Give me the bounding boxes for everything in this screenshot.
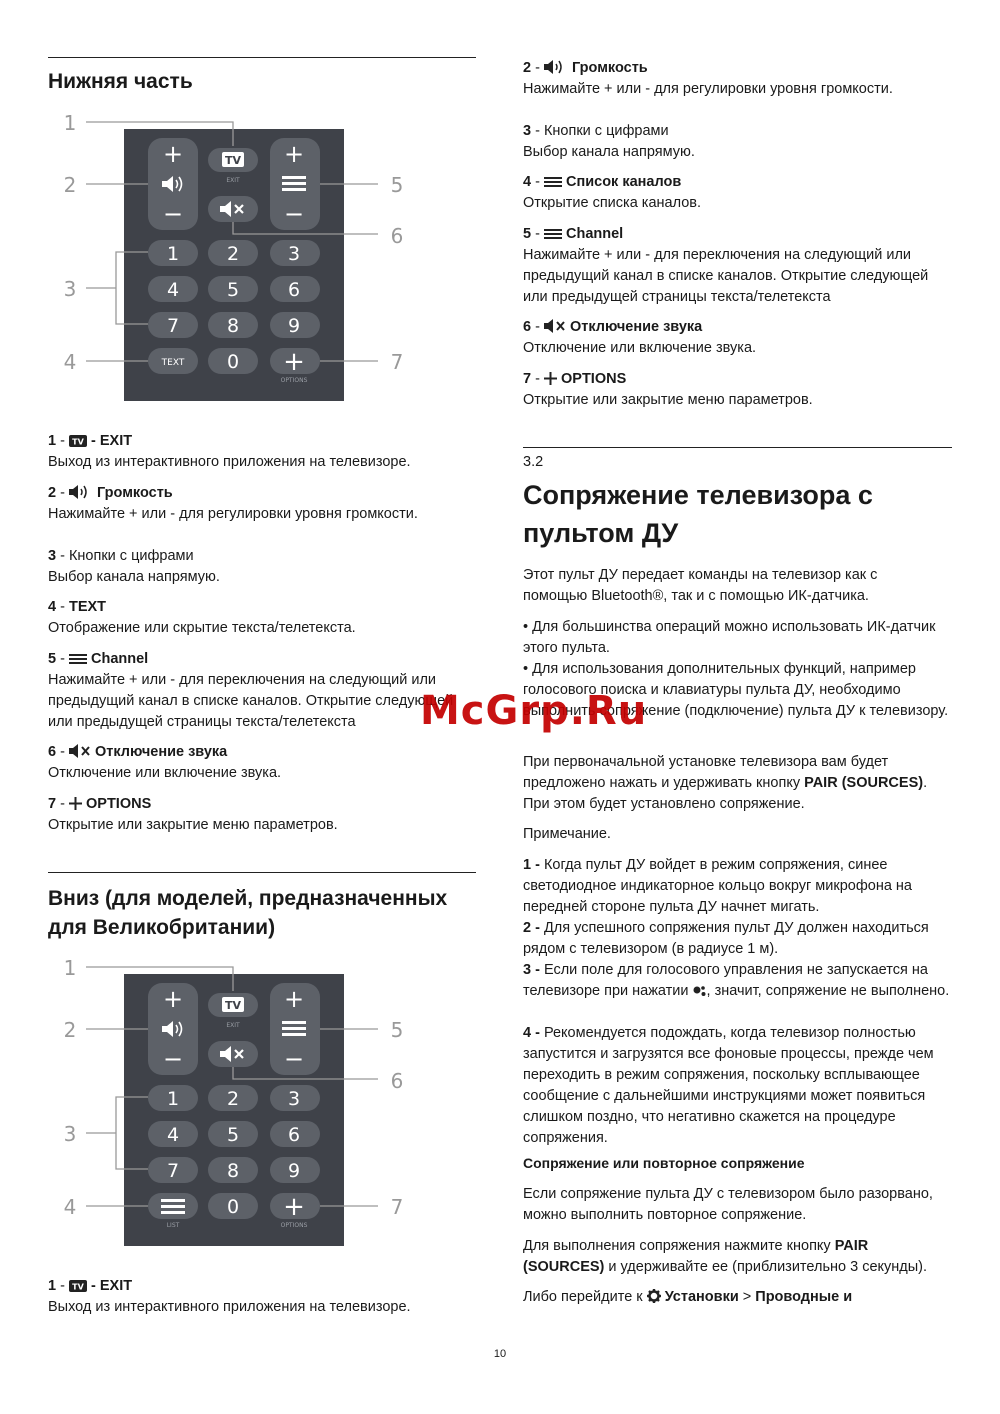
section-title-uk: Вниз (для моделей, предназначенных для Великобритании)	[48, 887, 448, 939]
note-2: 2 - Для успешного сопряжения пульт ДУ должен находиться рядом с телевизором (в радиусе 1 м).	[523, 920, 929, 957]
para-intro: Этот пульт ДУ передает команды на телевизор как с помощью Bluetooth®, так и с помощью ИК-датчика.	[523, 567, 878, 604]
right-item-2: 2 - Громкость Нажимайте + или - для регулировки уровня громкости.	[523, 60, 893, 97]
svg-text:4: 4	[63, 1195, 77, 1219]
tv-icon	[69, 1280, 87, 1292]
mute-button	[208, 196, 258, 222]
para-first-setup: При первоначальной установке телевизора вам будет предложено нажать и удерживать кнопку PAIR (SOURCES). При этом будет установлено сопряжение.	[523, 754, 928, 812]
svg-text:9: 9	[287, 1160, 301, 1182]
svg-text:+: +	[162, 985, 184, 1013]
channel-minus: −	[283, 200, 305, 228]
svg-text:0: 0	[226, 351, 240, 373]
svg-text:3: 3	[63, 1122, 77, 1146]
svg-text:1: 1	[63, 111, 77, 135]
note-3: 3 - Если поле для голосового управления не запускается на телевизоре при нажатии , значит, сопряжение не выполнено.	[523, 962, 950, 999]
text-key: TEXT	[161, 358, 185, 368]
para-pair-sources: Для выполнения сопряжения нажмите кнопку PAIR (SOURCES) и удерживайте ее (приблизительно 3 секунды).	[523, 1238, 928, 1275]
svg-text:5: 5	[390, 1018, 404, 1042]
left-item-7: 7 - OPTIONS Открытие или закрытие меню параметров.	[48, 796, 338, 833]
list-key-icon	[161, 1199, 185, 1214]
volume-minus: −	[162, 200, 184, 228]
section-title-bottom: Нижняя часть	[48, 70, 193, 93]
svg-text:7: 7	[390, 1195, 404, 1219]
svg-text:−: −	[283, 1045, 305, 1073]
left-item-1: 1 - TV - EXIT Выход из интерактивного приложения на телевизоре.	[48, 433, 411, 470]
right-item-4: 4 - Список каналов Открытие списка каналов.	[523, 174, 702, 211]
svg-text:8: 8	[226, 315, 240, 337]
svg-text:7: 7	[390, 350, 404, 374]
plus-icon	[69, 797, 82, 810]
tv-icon	[69, 435, 87, 447]
svg-text:2: 2	[226, 243, 240, 265]
right-item-3: 3 - Кнопки с цифрами Выбор канала напрямую.	[523, 123, 695, 160]
svg-text:5: 5	[226, 1124, 240, 1146]
mid-rule-left	[48, 872, 476, 873]
bullet-1: • Для большинства операций можно использовать ИК-датчик этого пульта.	[523, 619, 936, 656]
section-title-pairing: Сопряжение телевизора с пультом ДУ	[523, 480, 873, 548]
list-icon	[544, 176, 562, 188]
list-icon	[282, 1021, 306, 1036]
volume-icon	[69, 485, 93, 499]
section-rule-right	[523, 447, 952, 448]
note-label: Примечание.	[523, 826, 611, 842]
svg-text:1: 1	[166, 243, 180, 265]
section-number: 3.2	[523, 454, 544, 470]
subhead-repair: Сопряжение или повторное сопряжение	[523, 1155, 805, 1171]
channel-plus: +	[283, 140, 305, 168]
svg-text:8: 8	[226, 1160, 240, 1182]
svg-text:2: 2	[63, 1018, 77, 1042]
svg-text:EXIT: EXIT	[226, 1022, 240, 1029]
svg-text:7: 7	[166, 1160, 180, 1182]
svg-text:6: 6	[287, 279, 301, 301]
svg-text:7: 7	[166, 315, 180, 337]
left-item-6: 6 - Отключение звука Отключение или включение звука.	[48, 744, 282, 781]
svg-text:3: 3	[287, 1088, 301, 1110]
svg-text:5: 5	[226, 279, 240, 301]
right-item-6: 6 - Отключение звука Отключение или включение звука.	[523, 319, 757, 356]
svg-text:3: 3	[63, 277, 77, 301]
svg-text:1: 1	[63, 956, 77, 980]
page-number: 10	[493, 1348, 507, 1360]
svg-text:5: 5	[390, 173, 404, 197]
svg-text:+: +	[283, 985, 305, 1013]
svg-text:TV: TV	[72, 437, 84, 447]
para-repair: Если сопряжение пульта ДУ с телевизором было разорвано, можно выполнить повторное сопряжение.	[523, 1186, 933, 1223]
mute-icon	[544, 319, 566, 333]
watermark: McGrp.Ru	[420, 688, 648, 734]
svg-text:9: 9	[287, 315, 301, 337]
list-icon	[544, 228, 562, 240]
svg-text:TV: TV	[72, 1282, 84, 1292]
tv-label: TV	[224, 154, 242, 167]
svg-text:6: 6	[390, 224, 404, 248]
exit-label: EXIT	[226, 177, 240, 184]
svg-text:1: 1	[166, 1088, 180, 1110]
list-label: LIST	[166, 1222, 180, 1229]
svg-text:2: 2	[226, 1088, 240, 1110]
para-settings: Либо перейдите к Установки > Проводные и	[523, 1289, 853, 1305]
options-plus: +	[283, 347, 305, 377]
svg-text:6: 6	[287, 1124, 301, 1146]
left-item-2: 2 - Громкость Нажимайте + или - для регулировки уровня громкости.	[48, 485, 418, 522]
svg-text:−: −	[162, 1045, 184, 1073]
right-item-5: 5 - Channel Нажимайте + или - для переключения на следующий или предыдущий канал в списке каналов. Открытие следующей или предыдущей страницы текста/телетекста	[523, 226, 929, 305]
remote-diagram-1	[48, 110, 408, 402]
left-item-uk-1: 1 - TV - EXIT Выход из интерактивного приложения на телевизоре.	[48, 1278, 411, 1315]
plus-icon	[544, 372, 557, 385]
svg-text:4: 4	[166, 1124, 180, 1146]
svg-text:3: 3	[287, 243, 301, 265]
mute-icon	[69, 744, 91, 758]
list-icon	[69, 653, 87, 665]
svg-text:4: 4	[63, 350, 77, 374]
top-rule-left	[48, 57, 476, 58]
list-icon	[282, 176, 306, 191]
remote-diagram-2	[48, 955, 408, 1247]
svg-text:2: 2	[63, 173, 77, 197]
google-assistant-icon	[693, 985, 707, 997]
left-item-4: 4 - TEXT Отображение или скрытие текста/телетекста.	[48, 599, 356, 636]
bullet-2: • Для использования дополнительных функций, например голосового поиска и клавиатуры пульта ДУ, необходимо выполнить сопряжение (подключение) пульта ДУ к телевизору.	[523, 661, 949, 719]
svg-text:TV: TV	[224, 999, 242, 1012]
svg-text:0: 0	[226, 1196, 240, 1218]
note-4: 4 - Рекомендуется подождать, когда телевизор полностью запустится и загрузятся все фоновые процессы, прежде чем переходить в режим сопряжения, поскольку всплывающее сообщение с дальнейшими инструкциями может появиться слишком поздно, что негативно скажется на процедуре сопряжения.	[523, 1025, 934, 1146]
gear-icon	[647, 1289, 661, 1303]
left-item-5: 5 - Channel Нажимайте + или - для переключения на следующий или предыдущий канал в списке каналов. Открытие следующей или предыдущей страницы текста/телетекста	[48, 651, 454, 730]
svg-text:4: 4	[166, 279, 180, 301]
note-1: 1 - Когда пульт ДУ войдет в режим сопряжения, синее светодиодное индикаторное кольцо вокруг микрофона на передней стороне пульта ДУ начнет мигать.	[523, 857, 913, 915]
right-item-7: 7 - OPTIONS Открытие или закрытие меню параметров.	[523, 371, 813, 408]
left-item-3: 3 - Кнопки с цифрами Выбор канала напрямую.	[48, 548, 220, 585]
svg-text:+: +	[283, 1192, 305, 1222]
volume-plus: +	[162, 140, 184, 168]
svg-text:6: 6	[390, 1069, 404, 1093]
options-label: OPTIONS	[280, 1222, 308, 1229]
volume-icon	[544, 60, 568, 74]
options-label: OPTIONS	[280, 377, 308, 384]
